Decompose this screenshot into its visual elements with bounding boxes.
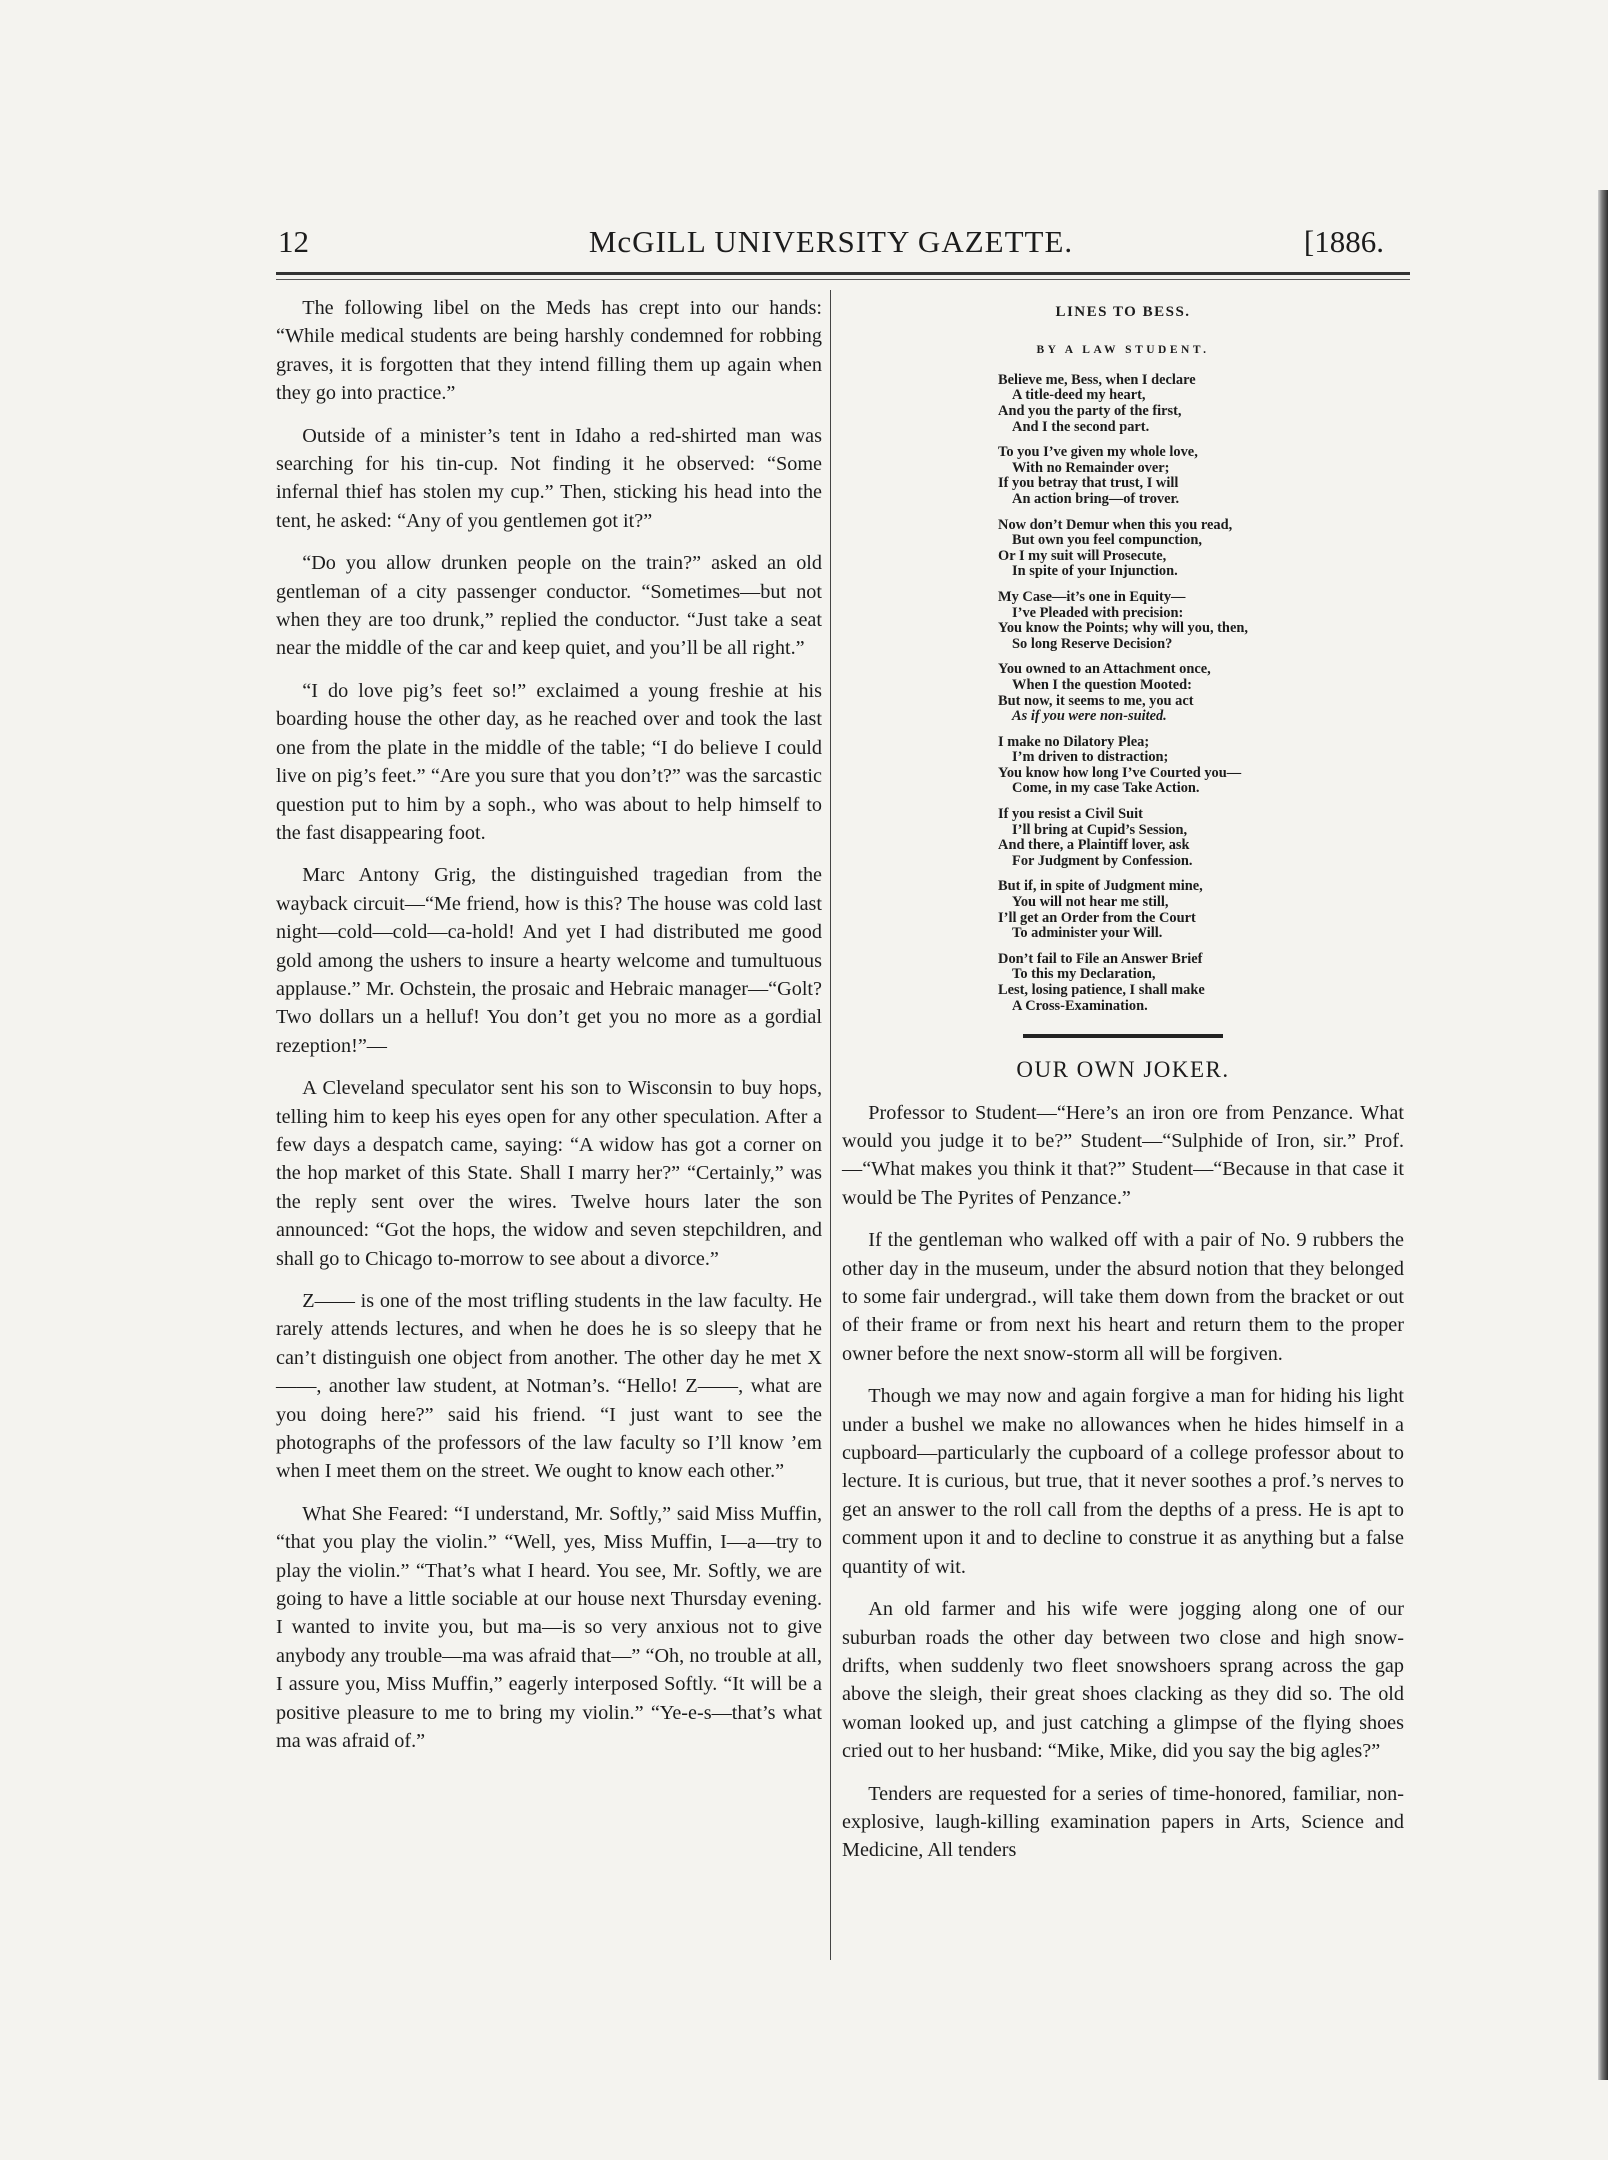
- poem-line: And there, a Plaintiff lover, ask: [998, 837, 1190, 854]
- poem-line: I make no Dilatory Plea;: [998, 733, 1150, 750]
- poem-line: An action bring—of trover.: [1012, 490, 1180, 507]
- poem-line: When I the question Mooted:: [1012, 676, 1192, 693]
- right-column: [842, 294, 1404, 1879]
- poem-line: Believe me, Bess, when I declare: [998, 371, 1196, 388]
- section-heading-our-own-joker: OUR OWN JOKER.: [1016, 1057, 1230, 1083]
- poem-line: My Case—it’s one in Equity—: [998, 588, 1186, 605]
- poem-line: To administer your Will.: [1012, 925, 1163, 942]
- poem-line: Come, in my case Take Action.: [1012, 780, 1200, 797]
- poem-line: If you resist a Civil Suit: [998, 806, 1143, 823]
- poem-line: If you betray that trust, I will: [998, 475, 1179, 492]
- poem-line: But own you feel compunction,: [1012, 532, 1202, 549]
- header-rule: [276, 272, 1410, 280]
- poem-line: A title-deed my heart,: [1012, 387, 1146, 404]
- poem-lines-to-bess: [842, 298, 1404, 1024]
- poem-line: And you the party of the first,: [998, 403, 1182, 419]
- paragraph-tragedian: Marc Antony Grig, the distinguished tragedian from the wayback circuit—“Me friend, how is this? The house was cold last night—cold—cold—ca-hold! And yet I had distributed me good gold among the ushers to insure a hearty welcome and tumultuous applause.” Mr. Ochstein, the prosaic and Hebraic manager—“Golt? Two dollars un a helluf! You don’t get you no more as a gordial rezeption!”—: [276, 864, 822, 1057]
- column-divider: [830, 290, 831, 1960]
- poem-line: You know the Points; why will you, then,: [998, 620, 1248, 637]
- poem-line: Or I my suit will Prosecute,: [998, 547, 1167, 564]
- poem-line: I’ve Pleaded with precision:: [1012, 604, 1184, 621]
- poem-line: But now, it seems to me, you act: [998, 692, 1194, 709]
- poem-line: And I the second part.: [1012, 418, 1150, 435]
- page-edge-shadow: [1598, 190, 1608, 2080]
- page-number: 12: [278, 224, 309, 259]
- paragraph-meds-libel: The following libel on the Meds has crept into our hands: “While medical students are being harshly condemned for robbing graves, it is forgotten that they intend filling them up again when they go into practice.”: [276, 297, 822, 405]
- paragraph-drunken-people: “Do you allow drunken people on the train?” asked an old gentleman of a city passenger conductor. “Sometimes—but not when they are too drunk,” replied the conductor. “Just take a seat near the middle of the car and keep quiet, and you’ll be all right.”: [276, 552, 822, 660]
- poem-line: You know how long I’ve Courted you—: [998, 764, 1242, 781]
- poem-line: You owned to an Attachment once,: [998, 661, 1211, 678]
- paragraph-what-she-feared: What She Feared: “I understand, Mr. Softly,” said Miss Muffin, “that you play the violin.” “Well, yes, Miss Muffin, I—a—try to play the violin.” “That’s what I heard. You see, Mr. Softly, we are going to have a little sociable at our house next Thursday evening. I wanted to invite you, but ma—is so very anxious not to give anybody any trouble—ma was afraid that—” “Oh, no trouble at all, I assure you, Miss Muffin,” eagerly interposed Softly. “It will be a positive pleasure to me to bring my violin.” “Ye-e-s—that’s what ma was afraid of.”: [276, 1502, 822, 1753]
- left-column: [276, 294, 822, 1770]
- poem-stanza: [998, 735, 1248, 797]
- poem-stanza: [998, 518, 1248, 580]
- poem-line: For Judgment by Confession.: [1012, 852, 1193, 869]
- paragraph-big-agles: An old farmer and his wife were jogging along one of our suburban roads the other day between two close and high snow-drifts, when suddenly two fleet snowshoers sprang across the gap above the sleigh, their great shoes clacking as they did so. The old woman looked up, and just catching a glimpse of the flying shoes cried out to her husband: “Mike, Mike, did you say the big agles?”: [842, 1598, 1404, 1763]
- paragraph-tenders: Tenders are requested for a series of time-honored, familiar, non-explosive, laugh-killing examination papers in Arts, Science and Medicine, All tenders: [842, 1782, 1404, 1862]
- publication-title: McGILL UNIVERSITY GAZETTE.: [588, 224, 1074, 259]
- paragraph-tin-cup: Outside of a minister’s tent in Idaho a red-shirted man was searching for his tin-cup. Not finding it he observed: “Some infernal thief has stolen my cup.” Then, sticking his head into the tent, he asked: “Any of you gentlemen got it?”: [276, 424, 822, 532]
- poem-stanza: [998, 445, 1248, 507]
- poem-line: I’m driven to distraction;: [1012, 749, 1169, 766]
- poem-line: You will not hear me still,: [1012, 894, 1169, 911]
- poem-line: With no Remainder over;: [1012, 459, 1170, 476]
- poem-stanza: [998, 590, 1248, 652]
- paragraph-pyrites: Professor to Student—“Here’s an iron ore from Penzance. What would you judge it to be?” Student—“Sulphide of Iron, sir.” Prof.—“What makes you think it that?” Student—“Because in that case it would be The Pyrites of Penzance.”: [842, 1101, 1404, 1209]
- poem-byline: BY A LAW STUDENT.: [1036, 344, 1210, 357]
- poem-line: In spite of your Injunction.: [1012, 563, 1178, 580]
- poem-line: But if, in spite of Judgment mine,: [998, 878, 1203, 895]
- poem-line: I’ll get an Order from the Court: [998, 909, 1196, 926]
- paragraph-cupboard: Though we may now and again forgive a man for hiding his light under a bushel we make no allowances when he hides himself in a cupboard—particularly the cupboard of a college professor about to lecture. It is curious, but true, that it never soothes a prof.’s nerves to get an answer to the roll call from the depths of a press. He is apt to comment upon it and to decline to construe it as anything but a false quantity of wit.: [842, 1385, 1404, 1578]
- paragraph-rubbers: If the gentleman who walked off with a pair of No. 9 rubbers the other day in the museum, under the absurd notion that they belonged to some fair undergrad., will take them down from the bracket or out of their frame or from next his heart and return them to the proper owner before the next snow-storm all will be forgiven.: [842, 1229, 1404, 1365]
- poem-stanza: [998, 807, 1248, 869]
- poem-stanzas: [998, 373, 1248, 1024]
- paragraph-pigs-feet: “I do love pig’s feet so!” exclaimed a young freshie at his boarding house the other day, as he reached over and took the last one from the plate in the middle of the table; “I do believe I could live on pig’s feet.” “Are you sure that you don’t?” was the sarcastic question put to him by a soph., who was about to help himself to the fast disappearing foot.: [276, 679, 822, 844]
- poem-line: Don’t fail to File an Answer Brief: [998, 950, 1203, 967]
- poem-stanza: [998, 952, 1248, 1014]
- poem-line: To you I’ve given my whole love,: [998, 444, 1198, 461]
- poem-title: LINES TO BESS.: [1055, 304, 1191, 320]
- poem-stanza: [998, 879, 1248, 941]
- poem-line: A Cross-Examination.: [1012, 997, 1148, 1014]
- poem-divider-rule: [1023, 1034, 1223, 1038]
- poem-stanza: [998, 662, 1248, 724]
- issue-year: [1886.: [1303, 224, 1384, 259]
- poem-line: I’ll bring at Cupid’s Session,: [1012, 821, 1188, 838]
- poem-line: As if you were non-suited.: [1012, 708, 1167, 725]
- poem-line: So long Reserve Decision?: [1012, 635, 1173, 652]
- paragraph-law-student: Z—— is one of the most trifling students in the law faculty. He rarely attends lectures, and when he does he is so sleepy that he can’t distinguish one object from another. The other day he met X——, another law student, at Notman’s. “Hello! Z——, what are you doing here?” said his friend. “I just want to see the photographs of the professors of the law faculty so I’ll know ’em when I meet them on the street. We ought to know each other.”: [276, 1290, 822, 1483]
- poem-line: Now don’t Demur when this you read,: [998, 516, 1233, 533]
- page-header: [276, 222, 1386, 272]
- poem-stanza: [998, 373, 1248, 435]
- paragraph-hops-speculator: A Cleveland speculator sent his son to Wisconsin to buy hops, telling him to keep his eyes open for any other speculation. After a few days a despatch came, saying: “A widow has got a corner on the hop market of this State. Shall I marry her?” “Certainly,” was the reply sent over the wires. Twelve hours later the son announced: “Got the hops, the widow and seven stepchildren, and shall go to Chicago to-morrow to see about a divorce.”: [276, 1077, 822, 1270]
- poem-line: To this my Declaration,: [1012, 966, 1156, 983]
- poem-line: Lest, losing patience, I shall make: [998, 982, 1205, 998]
